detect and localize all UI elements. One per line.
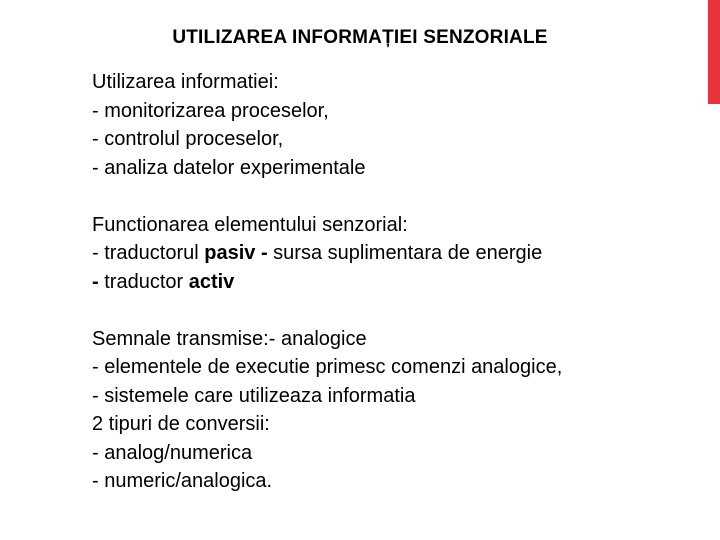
list-item: - numeric/analogica. — [92, 470, 273, 492]
list-item-prefix: - traductorul — [92, 242, 205, 264]
section-functionare — [92, 211, 692, 297]
list-item: 2 tipuri de conversii: — [92, 413, 270, 435]
list-item-middle: traductor — [98, 270, 189, 293]
list-item-bold: pasiv - — [204, 242, 268, 264]
slide-content — [92, 68, 692, 496]
section-heading: Semnale transmise:- analogice — [92, 327, 367, 350]
list-item-suffix: sursa suplimentara de energie — [267, 242, 543, 264]
list-item: - analiza datelor experimentale — [92, 156, 366, 179]
list-item: - elementele de executie primesc comenzi analogice, — [92, 356, 563, 378]
list-item: - monitorizarea proceselor, — [92, 99, 329, 122]
list-item: - sistemele care utilizeaza informatia — [92, 384, 416, 407]
list-item-activ — [92, 268, 692, 297]
list-item-dash: - — [92, 270, 99, 293]
list-item: - analog/numerica — [92, 441, 253, 464]
accent-bar — [708, 0, 720, 104]
list-item-pasiv — [92, 239, 692, 268]
section-semnale — [92, 325, 692, 496]
list-item-bold: activ — [188, 270, 235, 293]
list-item: - controlul proceselor, — [92, 128, 284, 150]
section-utilizare — [92, 68, 692, 182]
slide-title: UTILIZAREA INFORMAȚIEI SENZORIALE — [172, 27, 548, 48]
section-heading: Utilizarea informatiei: — [92, 71, 279, 93]
section-heading: Functionarea elementului senzorial: — [92, 213, 408, 236]
